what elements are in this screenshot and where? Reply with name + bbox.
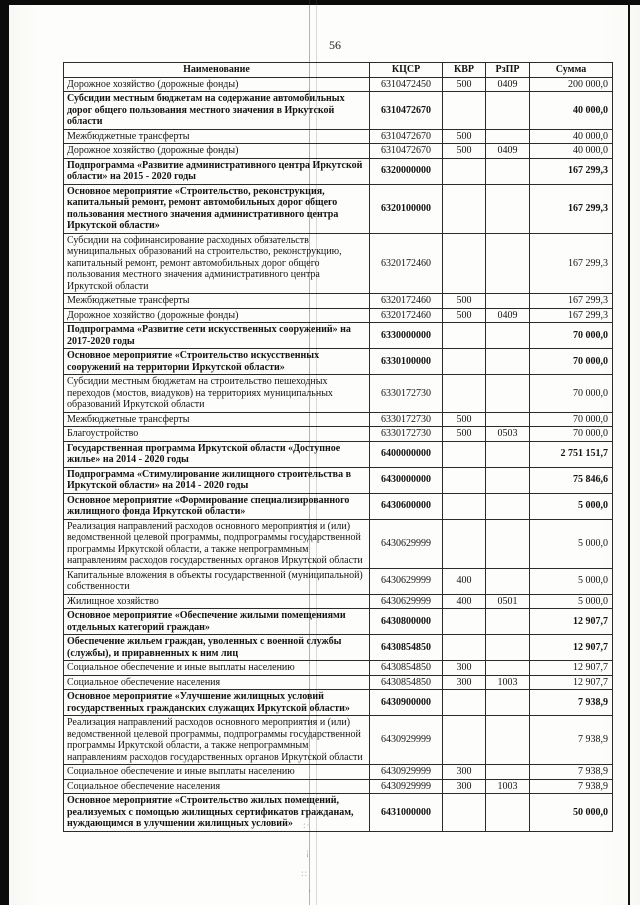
cell-summa: 5 000,0 xyxy=(530,493,613,519)
scan-edge-left xyxy=(0,0,9,905)
cell-name: Основное мероприятие «Улучшение жилищных условий государственных гражданских служащих Иркутской области» xyxy=(64,690,370,716)
cell-rzpr xyxy=(486,794,530,832)
cell-kvr xyxy=(443,467,486,493)
cell-kvr: 500 xyxy=(443,308,486,323)
cell-kvr xyxy=(443,349,486,375)
table-row xyxy=(64,308,613,323)
cell-rzpr xyxy=(486,323,530,349)
table-row xyxy=(64,609,613,635)
table-row xyxy=(64,568,613,594)
cell-name: Основное мероприятие «Строительство жилых помещений, реализуемых с помощью жилищных сертификатов гражданам, нуждающимся в улучшении жилищных условий» xyxy=(64,794,370,832)
table-row xyxy=(64,467,613,493)
column-header: КВР xyxy=(443,63,486,78)
page-number: 56 xyxy=(329,38,341,52)
cell-kvr xyxy=(443,493,486,519)
cell-summa: 50 000,0 xyxy=(530,794,613,832)
cell-summa: 167 299,3 xyxy=(530,294,613,309)
scan-edge-right xyxy=(628,0,630,905)
cell-rzpr: 0409 xyxy=(486,308,530,323)
table-row xyxy=(64,441,613,467)
cell-kvr xyxy=(443,375,486,413)
table-row xyxy=(64,519,613,568)
table-row xyxy=(64,765,613,780)
table-row xyxy=(64,375,613,413)
cell-kvr: 500 xyxy=(443,427,486,442)
cell-rzpr xyxy=(486,635,530,661)
budget-table xyxy=(63,62,613,832)
cell-kcsr: 6320100000 xyxy=(370,184,443,233)
scan-artifact: · xyxy=(308,886,312,896)
cell-kvr xyxy=(443,690,486,716)
cell-name: Реализация направлений расходов основного мероприятия и (или) ведомственной целевой программы, подпрограммы государственной программы Иркутской области, а также непрограммным направлениям расходов государственных органов Иркутской области xyxy=(64,716,370,765)
cell-kvr: 500 xyxy=(443,129,486,144)
cell-kvr: 500 xyxy=(443,412,486,427)
cell-kcsr: 6330172730 xyxy=(370,427,443,442)
table-row xyxy=(64,349,613,375)
cell-kvr: 300 xyxy=(443,661,486,676)
cell-rzpr xyxy=(486,294,530,309)
cell-kvr xyxy=(443,158,486,184)
cell-kcsr: 6310472670 xyxy=(370,92,443,130)
cell-kvr xyxy=(443,794,486,832)
cell-rzpr xyxy=(486,158,530,184)
table-row xyxy=(64,427,613,442)
cell-rzpr: 1003 xyxy=(486,779,530,794)
scan-artifact: ¡ xyxy=(306,847,310,857)
budget-table-header xyxy=(64,63,613,78)
table-row xyxy=(64,594,613,609)
cell-name: Субсидии местным бюджетам на содержание автомобильных дорог общего пользования местного значения в Иркутской области xyxy=(64,92,370,130)
cell-rzpr: 0501 xyxy=(486,594,530,609)
cell-rzpr: 0409 xyxy=(486,77,530,92)
cell-name: Дорожное хозяйство (дорожные фонды) xyxy=(64,77,370,92)
cell-rzpr xyxy=(486,765,530,780)
cell-summa: 12 907,7 xyxy=(530,609,613,635)
table-row xyxy=(64,92,613,130)
cell-name: Подпрограмма «Стимулирование жилищного строительства в Иркутской области» на 2014 - 2020 годы xyxy=(64,467,370,493)
cell-kcsr: 6400000000 xyxy=(370,441,443,467)
cell-kcsr: 6330172730 xyxy=(370,375,443,413)
cell-rzpr xyxy=(486,716,530,765)
cell-summa: 200 000,0 xyxy=(530,77,613,92)
cell-rzpr xyxy=(486,519,530,568)
cell-kvr: 300 xyxy=(443,765,486,780)
cell-kvr: 500 xyxy=(443,294,486,309)
cell-kvr: 500 xyxy=(443,77,486,92)
table-row xyxy=(64,661,613,676)
cell-kvr: 500 xyxy=(443,144,486,159)
cell-name: Основное мероприятие «Обеспечение жилыми помещениями отдельных категорий граждан» xyxy=(64,609,370,635)
cell-kcsr: 6320172460 xyxy=(370,294,443,309)
cell-name: Социальное обеспечение населения xyxy=(64,675,370,690)
table-row xyxy=(64,493,613,519)
cell-name: Социальное обеспечение и иные выплаты населению xyxy=(64,765,370,780)
cell-kvr xyxy=(443,184,486,233)
cell-kvr: 400 xyxy=(443,568,486,594)
cell-kcsr: 6430800000 xyxy=(370,609,443,635)
cell-rzpr: 0503 xyxy=(486,427,530,442)
table-row xyxy=(64,675,613,690)
column-header: Наименование xyxy=(64,63,370,78)
cell-summa: 7 938,9 xyxy=(530,765,613,780)
cell-name: Обеспечение жильем граждан, уволенных с военной службы (службы), и приравненных к ним лиц xyxy=(64,635,370,661)
cell-name: Основное мероприятие «Строительство, реконструкция, капитальный ремонт, ремонт автомобильных дорог общего пользования местного значения административного центра Иркутской области» xyxy=(64,184,370,233)
cell-rzpr: 0409 xyxy=(486,144,530,159)
cell-summa: 70 000,0 xyxy=(530,375,613,413)
scan-artifact: :: xyxy=(301,868,309,878)
cell-name: Благоустройство xyxy=(64,427,370,442)
scan-edge-top xyxy=(0,0,640,5)
cell-kcsr: 6330172730 xyxy=(370,412,443,427)
cell-name: Основное мероприятие «Формирование специализированного жилищного фонда Иркутской области» xyxy=(64,493,370,519)
table-row xyxy=(64,144,613,159)
cell-kcsr: 6430629999 xyxy=(370,568,443,594)
budget-table-body xyxy=(64,77,613,831)
cell-name: Капитальные вложения в объекты государственной (муниципальной) собственности xyxy=(64,568,370,594)
cell-summa: 70 000,0 xyxy=(530,349,613,375)
cell-kcsr: 6310472670 xyxy=(370,144,443,159)
cell-rzpr xyxy=(486,493,530,519)
cell-kvr xyxy=(443,716,486,765)
cell-name: Основное мероприятие «Строительство искусственных сооружений на территории Иркутской области» xyxy=(64,349,370,375)
header-row xyxy=(64,63,613,78)
column-header: Сумма xyxy=(530,63,613,78)
cell-rzpr xyxy=(486,184,530,233)
cell-name: Дорожное хозяйство (дорожные фонды) xyxy=(64,144,370,159)
cell-name: Субсидии на софинансирование расходных обязательств муниципальных образований на строительство, реконструкцию, капитальный ремонт, ремонт автомобильных дорог общего пользования местного значения административного центра Иркутской области xyxy=(64,233,370,294)
cell-rzpr xyxy=(486,467,530,493)
cell-name: Социальное обеспечение населения xyxy=(64,779,370,794)
cell-summa: 7 938,9 xyxy=(530,716,613,765)
cell-summa: 7 938,9 xyxy=(530,779,613,794)
cell-name: Подпрограмма «Развитие сети искусственных сооружений» на 2017-2020 годы xyxy=(64,323,370,349)
cell-kcsr: 6430629999 xyxy=(370,519,443,568)
cell-kcsr: 6320172460 xyxy=(370,233,443,294)
cell-kcsr: 6430854850 xyxy=(370,675,443,690)
cell-summa: 40 000,0 xyxy=(530,144,613,159)
table-row xyxy=(64,294,613,309)
cell-summa: 70 000,0 xyxy=(530,323,613,349)
cell-rzpr xyxy=(486,690,530,716)
column-header: РзПР xyxy=(486,63,530,78)
cell-kvr xyxy=(443,441,486,467)
cell-summa: 167 299,3 xyxy=(530,308,613,323)
cell-kvr xyxy=(443,519,486,568)
cell-rzpr xyxy=(486,349,530,375)
cell-kvr xyxy=(443,635,486,661)
cell-kcsr: 6320000000 xyxy=(370,158,443,184)
cell-rzpr xyxy=(486,661,530,676)
table-row xyxy=(64,158,613,184)
cell-kvr: 400 xyxy=(443,594,486,609)
cell-name: Реализация направлений расходов основного мероприятия и (или) ведомственной целевой программы, подпрограммы государственной программы Иркутской области, а также непрограммным направлениям расходов государственных органов Иркутской области xyxy=(64,519,370,568)
cell-name: Межбюджетные трансферты xyxy=(64,129,370,144)
cell-kcsr: 6430000000 xyxy=(370,467,443,493)
cell-summa: 12 907,7 xyxy=(530,635,613,661)
cell-kcsr: 6430929999 xyxy=(370,716,443,765)
cell-summa: 7 938,9 xyxy=(530,690,613,716)
cell-kvr xyxy=(443,92,486,130)
cell-summa: 40 000,0 xyxy=(530,129,613,144)
cell-kcsr: 6320172460 xyxy=(370,308,443,323)
cell-rzpr xyxy=(486,609,530,635)
cell-kcsr: 6430854850 xyxy=(370,635,443,661)
cell-rzpr xyxy=(486,375,530,413)
cell-rzpr xyxy=(486,92,530,130)
cell-kcsr: 6430929999 xyxy=(370,765,443,780)
cell-name: Дорожное хозяйство (дорожные фонды) xyxy=(64,308,370,323)
cell-kcsr: 6430929999 xyxy=(370,779,443,794)
cell-rzpr xyxy=(486,412,530,427)
table-row xyxy=(64,635,613,661)
table-row xyxy=(64,412,613,427)
cell-rzpr: 1003 xyxy=(486,675,530,690)
table-row xyxy=(64,233,613,294)
cell-summa: 167 299,3 xyxy=(530,184,613,233)
cell-kvr: 300 xyxy=(443,779,486,794)
table-row xyxy=(64,323,613,349)
table-row xyxy=(64,716,613,765)
cell-summa: 12 907,7 xyxy=(530,661,613,676)
cell-summa: 2 751 151,7 xyxy=(530,441,613,467)
cell-summa: 75 846,6 xyxy=(530,467,613,493)
cell-kcsr: 6330000000 xyxy=(370,323,443,349)
table-row xyxy=(64,779,613,794)
table-row xyxy=(64,794,613,832)
cell-kcsr: 6430854850 xyxy=(370,661,443,676)
cell-rzpr xyxy=(486,441,530,467)
cell-rzpr xyxy=(486,233,530,294)
scan-artifact: :· xyxy=(303,820,311,830)
cell-name: Субсидии местным бюджетам на строительство пешеходных переходов (мостов, виадуков) на территориях муниципальных образований Иркутской области xyxy=(64,375,370,413)
cell-kvr xyxy=(443,609,486,635)
cell-rzpr xyxy=(486,568,530,594)
table-row xyxy=(64,184,613,233)
cell-summa: 70 000,0 xyxy=(530,427,613,442)
cell-kvr: 300 xyxy=(443,675,486,690)
cell-summa: 5 000,0 xyxy=(530,568,613,594)
cell-summa: 167 299,3 xyxy=(530,233,613,294)
cell-summa: 167 299,3 xyxy=(530,158,613,184)
cell-kvr xyxy=(443,233,486,294)
cell-summa: 70 000,0 xyxy=(530,412,613,427)
cell-name: Подпрограмма «Развитие административного центра Иркутской области» на 2015 - 2020 годы xyxy=(64,158,370,184)
table-row xyxy=(64,77,613,92)
table-row xyxy=(64,129,613,144)
cell-kvr xyxy=(443,323,486,349)
cell-kcsr: 6330100000 xyxy=(370,349,443,375)
cell-name: Жилищное хозяйство xyxy=(64,594,370,609)
cell-name: Государственная программа Иркутской области «Доступное жилье» на 2014 - 2020 годы xyxy=(64,441,370,467)
table-row xyxy=(64,690,613,716)
cell-kcsr: 6430900000 xyxy=(370,690,443,716)
cell-summa: 40 000,0 xyxy=(530,92,613,130)
cell-kcsr: 6310472450 xyxy=(370,77,443,92)
cell-kcsr: 6430600000 xyxy=(370,493,443,519)
cell-name: Межбюджетные трансферты xyxy=(64,294,370,309)
cell-summa: 12 907,7 xyxy=(530,675,613,690)
cell-name: Социальное обеспечение и иные выплаты населению xyxy=(64,661,370,676)
cell-summa: 5 000,0 xyxy=(530,519,613,568)
cell-name: Межбюджетные трансферты xyxy=(64,412,370,427)
column-header: КЦСР xyxy=(370,63,443,78)
cell-kcsr: 6430629999 xyxy=(370,594,443,609)
cell-kcsr: 6431000000 xyxy=(370,794,443,832)
cell-kcsr: 6310472670 xyxy=(370,129,443,144)
cell-rzpr xyxy=(486,129,530,144)
cell-summa: 5 000,0 xyxy=(530,594,613,609)
